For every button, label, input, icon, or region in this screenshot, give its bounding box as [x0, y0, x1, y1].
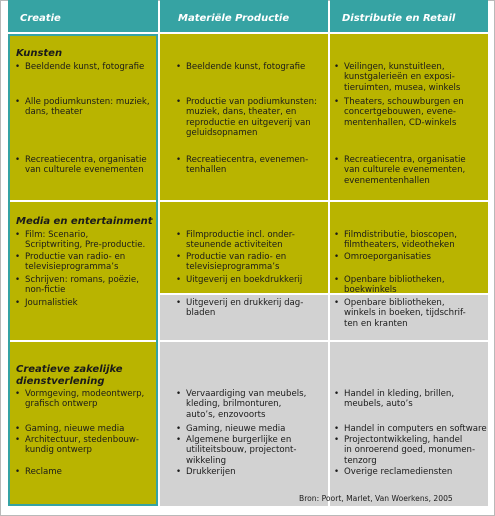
list-item: • Gaming, nieuwe media — [15, 424, 125, 434]
list-item: • Reclame — [15, 467, 62, 477]
section-title-creatief-line2: dienstverlening — [16, 376, 105, 387]
header-distributie-label: Distributie en Retail — [342, 13, 456, 24]
list-item: • Journalistiek — [15, 298, 78, 308]
list-item: • Gaming, nieuwe media — [176, 424, 286, 434]
list-item: • Schrijven: romans, poëzie, non-fictie — [15, 275, 139, 296]
header-materiele-productie — [160, 0, 328, 32]
list-item: • Openbare bibliotheken, boekwinkels — [334, 275, 445, 296]
list-item: • Vervaardiging van meubels, kleding, brilmonturen, auto’s, enzovoorts — [176, 389, 307, 420]
section-title-media: Media en entertainment — [16, 216, 153, 227]
header-distributie-retail — [330, 0, 488, 32]
list-item: • Alle podiumkunsten: muziek, dans, theater — [15, 97, 150, 118]
list-item: • Handel in computers en software — [334, 424, 487, 434]
section-title-kunsten: Kunsten — [16, 48, 63, 59]
list-item: • Projectontwikkeling, handel in onroerend goed, monumen- tenzorg — [334, 435, 476, 466]
list-item: • Filmdistributie, bioscopen, filmtheaters, videotheken — [334, 230, 457, 251]
header-creatie-label: Creatie — [20, 13, 61, 24]
list-item: • Productie van radio- en televisieprogramma’s — [176, 252, 287, 273]
list-item: • Productie van radio- en televisieprogramma’s — [15, 252, 126, 273]
list-item: • Algemene burgerlijke en utiliteitsbouw, projectont- wikkeling — [176, 435, 297, 466]
list-item: • Beeldende kunst, fotografie — [176, 62, 306, 72]
list-item: • Theaters, schouwburgen en concertgebouwen, evene- mentenhallen, CD-winkels — [334, 97, 464, 128]
list-item: • Recreatiecentra, organisatie van culturele evenementen, evenementenhallen — [334, 155, 466, 186]
section-title-creatief-line1: Creatieve zakelijke — [16, 364, 123, 375]
list-item: • Architectuur, stedenbouw- kundig ontwerp — [15, 435, 140, 456]
source-citation: Bron: Poort, Marlet, Van Woerkens, 2005 — [299, 494, 453, 503]
list-item: • Overige reclamediensten — [334, 467, 453, 477]
list-item: • Productie van podiumkunsten: muziek, dans, theater, en reproductie en uitgeverij van geluidsopnamen — [176, 97, 318, 138]
list-item: • Openbare bibliotheken, winkels in boeken, tijdschrif- ten en kranten — [334, 298, 466, 329]
header-creatie — [8, 0, 158, 32]
list-item: • Filmproductie incl. onder- steunende activiteiten — [176, 230, 295, 251]
list-item: • Film: Scenario, Scriptwriting, Pre-productie. — [15, 230, 146, 251]
list-item: • Uitgeverij en drukkerij dag- bladen — [176, 298, 304, 319]
list-item: • Uitgeverij en boekdrukkerij — [176, 275, 303, 285]
list-item: • Drukkerijen — [176, 467, 236, 477]
list-item: • Recreatiecentra, evenemen- tenhallen — [176, 155, 309, 176]
list-item: • Handel in kleding, brillen, meubels, auto’s — [334, 389, 455, 410]
list-item: • Vormgeving, modeontwerp, grafisch ontwerp — [15, 389, 145, 410]
list-item: • Veilingen, kunstuitleen, kunstgalerieën en exposi- tieruimten, musea, winkels — [334, 62, 461, 93]
header-productie-label: Materiële Productie — [178, 13, 290, 24]
list-item: • Omroeporganisaties — [334, 252, 431, 262]
list-item: • Recreatiecentra, organisatie van culturele evenementen — [15, 155, 147, 176]
list-item: • Beeldende kunst, fotografie — [15, 62, 145, 72]
